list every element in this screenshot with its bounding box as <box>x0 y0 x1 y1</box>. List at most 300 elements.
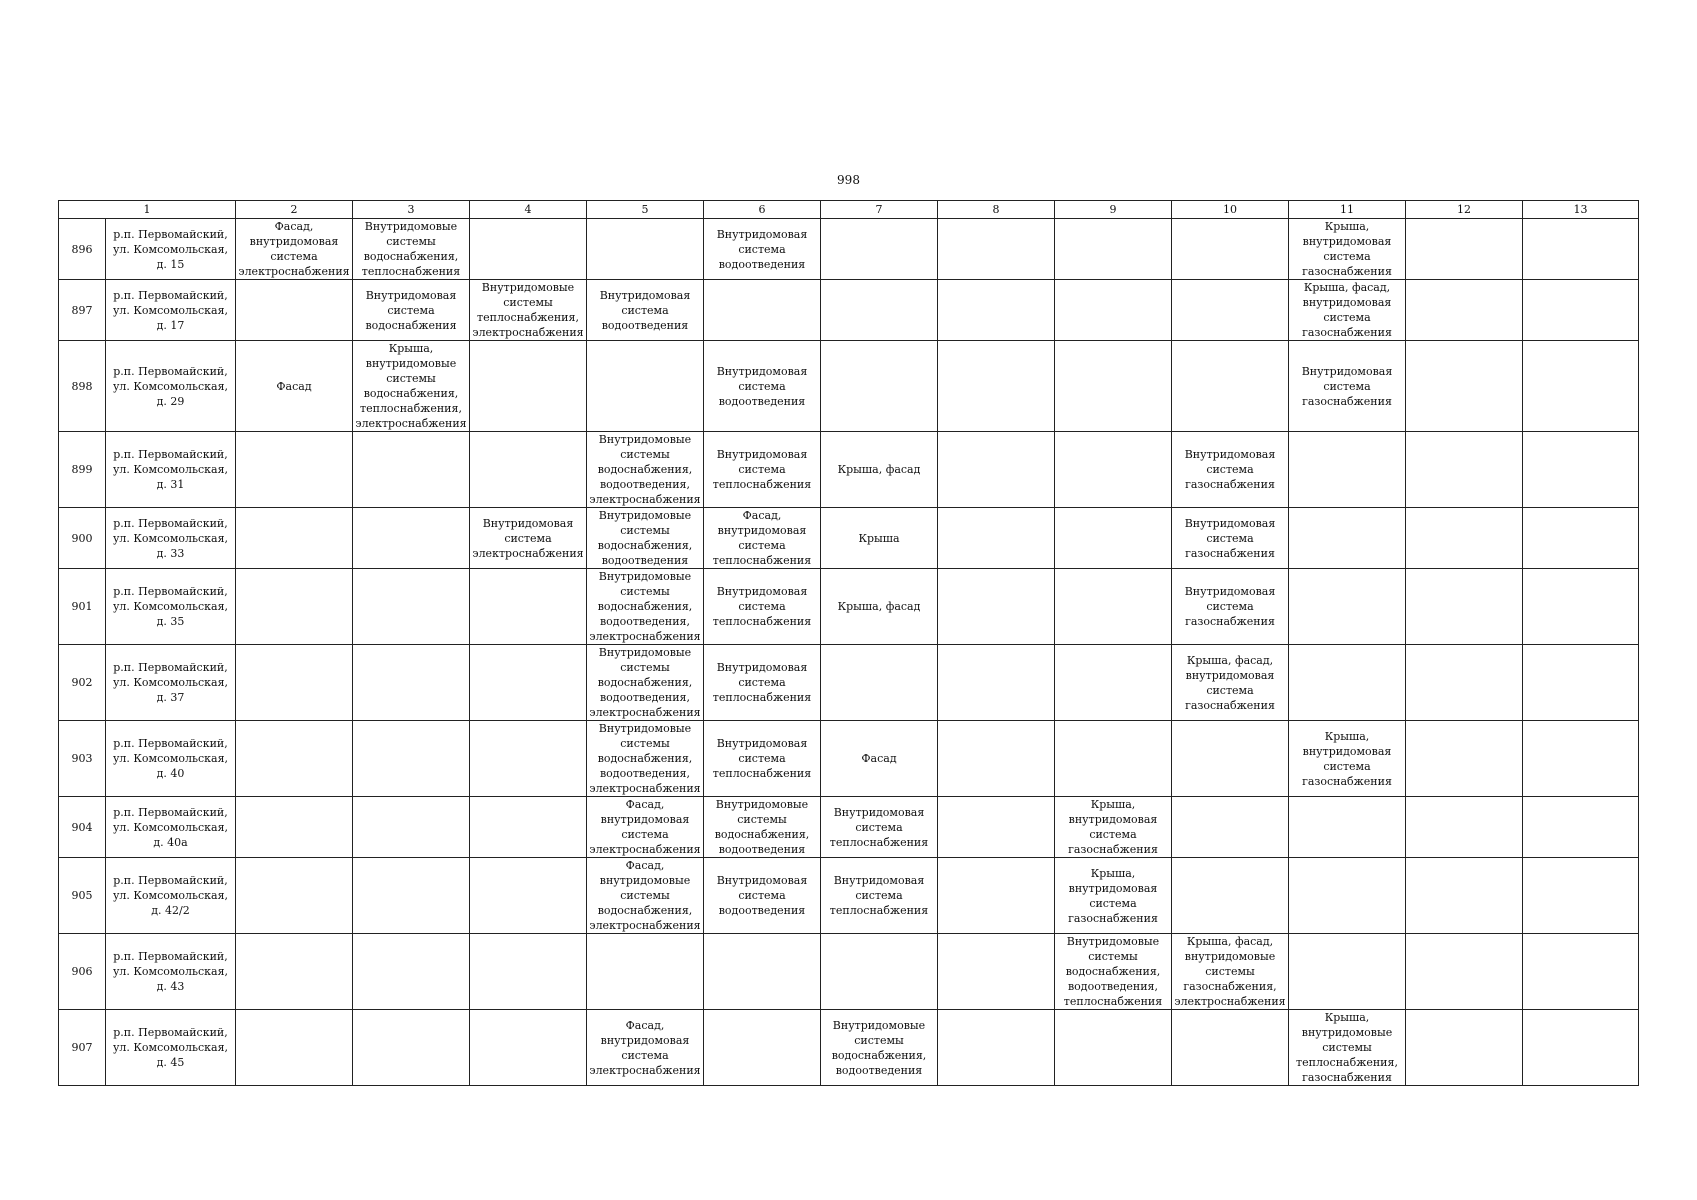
work-cell-col-10 <box>1172 797 1289 858</box>
work-cell-col-2 <box>236 645 353 721</box>
work-cell-col-11 <box>1289 645 1406 721</box>
work-cell-col-7 <box>821 934 938 1010</box>
work-cell-col-11 <box>1289 797 1406 858</box>
work-line: электроснабжения <box>589 630 701 643</box>
work-cell-col-7 <box>821 432 938 508</box>
work-cell-col-8 <box>938 280 1055 341</box>
work-cell-col-2 <box>236 219 353 280</box>
address-cell <box>106 934 236 1010</box>
work-cell-col-5 <box>587 858 704 934</box>
address-line: ул. Комсомольская, <box>112 752 229 765</box>
work-cell-col-10 <box>1172 508 1289 569</box>
work-cell-col-7 <box>821 645 938 721</box>
address-cell <box>106 219 236 280</box>
work-cell-col-7 <box>821 797 938 858</box>
work-cell-col-6 <box>704 797 821 858</box>
address-line: д. 35 <box>156 615 185 628</box>
work-line: теплоснабжения <box>712 554 812 567</box>
row-number: 901 <box>59 569 106 645</box>
work-cell-col-7 <box>821 569 938 645</box>
work-cell-col-11 <box>1289 508 1406 569</box>
work-cell-col-3 <box>353 934 470 1010</box>
work-line: Внутридомовая <box>833 874 925 887</box>
work-line: газоснабжения <box>1302 326 1392 339</box>
work-line: Крыша, <box>388 342 434 355</box>
work-line: внутридомовые <box>365 357 457 370</box>
work-line: водоснабжения, <box>363 250 459 263</box>
address-line: ул. Комсомольская, <box>112 379 229 393</box>
row-number: 896 <box>59 219 106 280</box>
work-line: Внутридомовые <box>832 1018 926 1032</box>
table-row <box>59 432 1639 508</box>
work-line: Крыша, фасад, <box>1303 281 1391 294</box>
work-cell-col-7 <box>821 721 938 797</box>
work-line: Внутридомовая <box>1184 448 1276 461</box>
work-line: внутридомовые <box>599 874 691 887</box>
work-cell-col-2 <box>236 432 353 508</box>
work-line: Крыша, фасад, <box>1186 653 1274 667</box>
work-line: Внутридомовая <box>1184 585 1276 598</box>
work-cell-col-2 <box>236 721 353 797</box>
work-line: внутридомовая <box>249 235 339 248</box>
work-cell-col-6 <box>704 721 821 797</box>
work-cell-col-5 <box>587 508 704 569</box>
work-line: Внутридомовые <box>364 220 458 233</box>
work-line: теплоснабжения, <box>360 402 462 415</box>
work-line: система <box>387 303 435 317</box>
table-row <box>59 569 1639 645</box>
work-line: система <box>1089 896 1137 910</box>
work-line: Крыша, фасад <box>837 463 921 476</box>
work-line: система <box>1206 463 1254 476</box>
column-header-5: 5 <box>587 201 704 219</box>
address-line: р.п. Первомайский, <box>113 950 228 963</box>
work-cell-col-3 <box>353 721 470 797</box>
work-line: система <box>1323 250 1371 263</box>
work-cell-col-2 <box>236 341 353 432</box>
work-cell-col-13 <box>1523 508 1639 569</box>
work-line: Фасад, <box>625 859 665 872</box>
address-line: д. 15 <box>156 257 185 271</box>
work-cell-col-12 <box>1406 341 1523 432</box>
work-line: система <box>1323 759 1371 773</box>
work-cell-col-11 <box>1289 219 1406 280</box>
work-line: Внутридомовые <box>1066 935 1160 948</box>
address-line: д. 40 <box>156 767 185 780</box>
work-line: электроснабжения <box>355 417 467 430</box>
work-cell-col-8 <box>938 219 1055 280</box>
work-line: теплоснабжения <box>829 904 929 917</box>
work-line: теплоснабжения <box>712 478 812 491</box>
work-cell-col-2 <box>236 797 353 858</box>
address-line: р.п. Первомайский, <box>113 516 228 530</box>
column-header-2: 2 <box>236 201 353 219</box>
work-line: газоснабжения <box>1068 911 1158 925</box>
address-cell <box>106 569 236 645</box>
work-line: водоснабжения, <box>597 539 693 552</box>
work-cell-col-10 <box>1172 645 1289 721</box>
address-line: р.п. Первомайский, <box>113 805 228 819</box>
work-cell-col-12 <box>1406 280 1523 341</box>
work-cell-col-5 <box>587 721 704 797</box>
work-line: газоснабжения <box>1185 615 1275 628</box>
work-line: водоотведения <box>718 257 806 271</box>
table-header <box>59 201 1639 219</box>
work-line: Внутридомовые <box>598 570 692 583</box>
work-line: Внутридомовые <box>481 281 575 294</box>
table-row <box>59 797 1639 858</box>
work-line: водоснабжения, <box>714 828 810 841</box>
address-line: р.п. Первомайский, <box>113 448 228 461</box>
work-line: Фасад <box>276 379 312 393</box>
work-cell-col-3 <box>353 645 470 721</box>
work-line: Крыша, <box>1090 798 1136 811</box>
work-cell-col-13 <box>1523 280 1639 341</box>
work-cell-col-8 <box>938 721 1055 797</box>
work-cell-col-12 <box>1406 645 1523 721</box>
work-line: электроснабжения <box>1174 995 1286 1008</box>
work-cell-col-10 <box>1172 569 1289 645</box>
work-line: Крыша <box>858 531 900 545</box>
column-header-1: 1 <box>59 201 236 219</box>
work-cell-col-2 <box>236 280 353 341</box>
address-line: р.п. Первомайский, <box>113 288 228 302</box>
work-line: Внутридомовые <box>598 722 692 735</box>
work-line: система <box>738 752 786 765</box>
work-line: система <box>1323 379 1371 393</box>
work-line: Внутридомовая <box>833 805 925 819</box>
work-cell-col-7 <box>821 341 938 432</box>
work-cell-col-2 <box>236 1010 353 1086</box>
work-cell-col-4 <box>470 645 587 721</box>
work-cell-col-10 <box>1172 934 1289 1010</box>
work-cell-col-13 <box>1523 934 1639 1010</box>
work-cell-col-11 <box>1289 341 1406 432</box>
work-line: системы <box>620 661 670 674</box>
work-line: водоотведения, <box>599 691 690 704</box>
work-line: система <box>1206 600 1254 613</box>
work-line: система <box>738 889 786 902</box>
work-line: системы <box>1088 950 1138 963</box>
work-cell-col-11 <box>1289 569 1406 645</box>
address-line: ул. Комсомольская, <box>112 303 229 317</box>
work-cell-col-4 <box>470 508 587 569</box>
work-cell-col-5 <box>587 934 704 1010</box>
work-cell-col-13 <box>1523 721 1639 797</box>
work-cell-col-8 <box>938 508 1055 569</box>
work-line: газоснабжения <box>1302 265 1392 278</box>
work-cell-col-3 <box>353 280 470 341</box>
work-cell-col-11 <box>1289 432 1406 508</box>
work-line: внутридомовая <box>1068 881 1158 895</box>
work-line: электроснабжения <box>472 326 584 339</box>
table-row <box>59 341 1639 432</box>
table-body <box>59 219 1639 1086</box>
work-cell-col-13 <box>1523 1010 1639 1086</box>
address-cell <box>106 280 236 341</box>
work-line: водоотведения <box>601 318 689 332</box>
work-line: электроснабжения <box>589 782 701 795</box>
row-number: 903 <box>59 721 106 797</box>
address-cell <box>106 858 236 934</box>
column-header-3: 3 <box>353 201 470 219</box>
address-line: ул. Комсомольская, <box>112 676 229 689</box>
work-line: Фасад <box>861 752 897 765</box>
table-row <box>59 280 1639 341</box>
work-cell-col-13 <box>1523 797 1639 858</box>
table-row <box>59 219 1639 280</box>
row-number: 899 <box>59 432 106 508</box>
work-cell-col-13 <box>1523 569 1639 645</box>
work-line: водоотведения, <box>599 767 690 780</box>
work-cell-col-3 <box>353 1010 470 1086</box>
work-line: системы <box>737 813 787 826</box>
work-line: водоотведения <box>718 904 806 917</box>
address-line: д. 29 <box>156 394 185 408</box>
work-line: внутридомовая <box>1302 296 1392 309</box>
work-cell-col-10 <box>1172 1010 1289 1086</box>
work-line: система <box>1089 828 1137 841</box>
page-number: 998 <box>837 173 860 187</box>
work-cell-col-6 <box>704 1010 821 1086</box>
work-line: Фасад, <box>274 220 314 233</box>
work-cell-col-11 <box>1289 858 1406 934</box>
work-cell-col-5 <box>587 219 704 280</box>
work-line: водоотведения <box>718 843 806 856</box>
work-cell-col-4 <box>470 569 587 645</box>
work-line: системы <box>386 372 436 385</box>
work-line: система <box>738 242 786 256</box>
work-cell-col-10 <box>1172 721 1289 797</box>
table-row <box>59 934 1639 1010</box>
work-cell-col-6 <box>704 219 821 280</box>
column-header-6: 6 <box>704 201 821 219</box>
work-line: система <box>621 828 669 841</box>
work-line: системы <box>620 524 670 537</box>
address-line: ул. Комсомольская, <box>112 531 229 545</box>
work-line: система <box>621 1048 669 1062</box>
work-line: Фасад, <box>625 1018 665 1032</box>
work-cell-col-13 <box>1523 219 1639 280</box>
column-header-11: 11 <box>1289 201 1406 219</box>
work-cell-col-6 <box>704 341 821 432</box>
work-line: Внутридомовая <box>716 585 808 598</box>
work-cell-col-8 <box>938 645 1055 721</box>
address-line: ул. Комсомольская, <box>112 242 229 256</box>
work-line: Внутридомовые <box>598 509 692 522</box>
work-line: электроснабжения <box>472 546 584 560</box>
work-cell-col-8 <box>938 934 1055 1010</box>
work-line: Внутридомовая <box>716 364 808 378</box>
address-line: д. 42/2 <box>151 904 190 917</box>
work-line: системы <box>620 737 670 750</box>
work-line: системы <box>1205 965 1255 978</box>
address-line: д. 37 <box>156 691 185 704</box>
work-cell-col-6 <box>704 858 821 934</box>
work-cell-col-8 <box>938 569 1055 645</box>
work-cell-col-9 <box>1055 432 1172 508</box>
work-line: Внутридомовая <box>365 288 457 302</box>
work-line: Крыша, <box>1324 1011 1370 1024</box>
work-cell-col-9 <box>1055 934 1172 1010</box>
address-line: р.п. Первомайский, <box>113 227 228 241</box>
work-cell-col-4 <box>470 721 587 797</box>
work-cell-col-12 <box>1406 797 1523 858</box>
address-line: ул. Комсомольская, <box>112 463 229 476</box>
work-line: газоснабжения <box>1302 774 1392 788</box>
work-line: Крыша, фасад, <box>1186 935 1274 948</box>
work-line: Внутридомовая <box>1184 516 1276 530</box>
work-line: водоотведения, <box>1067 980 1158 993</box>
column-header-8: 8 <box>938 201 1055 219</box>
work-cell-col-9 <box>1055 797 1172 858</box>
work-line: водоснабжения, <box>363 387 459 400</box>
work-line: газоснабжения <box>1068 843 1158 856</box>
column-header-12: 12 <box>1406 201 1523 219</box>
work-line: Внутридомовая <box>1301 364 1393 378</box>
work-cell-col-9 <box>1055 508 1172 569</box>
work-cell-col-4 <box>470 280 587 341</box>
work-cell-col-9 <box>1055 569 1172 645</box>
work-line: электроснабжения <box>589 493 701 506</box>
repair-schedule-table <box>58 200 1639 1086</box>
work-cell-col-5 <box>587 1010 704 1086</box>
work-cell-col-3 <box>353 219 470 280</box>
work-line: внутридомовые <box>1301 1026 1393 1039</box>
work-cell-col-10 <box>1172 432 1289 508</box>
work-line: системы <box>386 235 436 248</box>
table-row <box>59 508 1639 569</box>
work-line: система <box>738 379 786 393</box>
address-cell <box>106 645 236 721</box>
work-line: внутридомовые <box>1184 950 1276 963</box>
work-line: Крыша, фасад <box>837 600 921 613</box>
work-line: водоотведения <box>835 1063 923 1077</box>
work-line: газоснабжения <box>1302 394 1392 408</box>
work-cell-col-9 <box>1055 721 1172 797</box>
work-line: теплоснабжения, <box>1296 1056 1398 1069</box>
work-cell-col-6 <box>704 432 821 508</box>
work-cell-col-7 <box>821 219 938 280</box>
work-line: система <box>1323 311 1371 324</box>
work-cell-col-4 <box>470 341 587 432</box>
work-line: система <box>621 303 669 317</box>
work-line: система <box>738 600 786 613</box>
work-cell-col-11 <box>1289 721 1406 797</box>
work-line: системы <box>854 1033 904 1047</box>
work-cell-col-4 <box>470 219 587 280</box>
work-line: теплоснабжения <box>712 767 812 780</box>
address-cell <box>106 341 236 432</box>
work-cell-col-5 <box>587 645 704 721</box>
row-number: 905 <box>59 858 106 934</box>
work-line: Фасад, <box>625 798 665 811</box>
work-cell-col-4 <box>470 432 587 508</box>
address-line: р.п. Первомайский, <box>113 661 228 674</box>
work-cell-col-7 <box>821 1010 938 1086</box>
row-number: 904 <box>59 797 106 858</box>
work-cell-col-3 <box>353 432 470 508</box>
work-cell-col-12 <box>1406 432 1523 508</box>
work-line: Фасад, <box>742 509 782 522</box>
address-line: д. 33 <box>156 546 185 560</box>
address-line: д. 40а <box>153 835 188 849</box>
work-cell-col-8 <box>938 341 1055 432</box>
work-cell-col-9 <box>1055 645 1172 721</box>
work-line: система <box>738 676 786 689</box>
work-cell-col-5 <box>587 341 704 432</box>
row-number: 906 <box>59 934 106 1010</box>
work-cell-col-13 <box>1523 858 1639 934</box>
work-cell-col-5 <box>587 432 704 508</box>
work-cell-col-9 <box>1055 341 1172 432</box>
table-row <box>59 1010 1639 1086</box>
work-cell-col-8 <box>938 432 1055 508</box>
work-line: водоснабжения, <box>831 1048 927 1062</box>
column-header-9: 9 <box>1055 201 1172 219</box>
work-cell-col-8 <box>938 1010 1055 1086</box>
work-line: теплоснабжения <box>361 265 461 278</box>
address-line: р.п. Первомайский, <box>113 585 228 598</box>
work-cell-col-5 <box>587 280 704 341</box>
column-header-7: 7 <box>821 201 938 219</box>
work-cell-col-7 <box>821 508 938 569</box>
column-header-10: 10 <box>1172 201 1289 219</box>
work-line: водоотведения <box>718 394 806 408</box>
work-line: внутридомовая <box>1302 744 1392 758</box>
work-line: водоотведения <box>601 554 689 567</box>
work-cell-col-7 <box>821 280 938 341</box>
work-line: системы <box>620 448 670 461</box>
work-cell-col-12 <box>1406 721 1523 797</box>
work-cell-col-13 <box>1523 432 1639 508</box>
work-line: теплоснабжения <box>1063 995 1163 1008</box>
work-line: система <box>504 531 552 545</box>
work-cell-col-10 <box>1172 858 1289 934</box>
work-line: водоотведения, <box>599 478 690 491</box>
work-line: Крыша, <box>1324 220 1370 233</box>
work-line: водоснабжения, <box>597 904 693 917</box>
work-cell-col-2 <box>236 508 353 569</box>
work-cell-col-4 <box>470 797 587 858</box>
address-line: р.п. Первомайский, <box>113 1026 228 1039</box>
work-line: Крыша, <box>1090 866 1136 880</box>
work-cell-col-3 <box>353 341 470 432</box>
address-line: р.п. Первомайский, <box>113 737 228 750</box>
address-cell <box>106 721 236 797</box>
row-number: 898 <box>59 341 106 432</box>
address-line: ул. Комсомольская, <box>112 820 229 834</box>
work-line: внутридомовая <box>1302 235 1392 248</box>
work-cell-col-10 <box>1172 219 1289 280</box>
address-line: д. 31 <box>156 478 185 491</box>
work-cell-col-2 <box>236 934 353 1010</box>
work-cell-col-5 <box>587 797 704 858</box>
work-line: водоснабжения, <box>597 463 693 476</box>
work-cell-col-4 <box>470 934 587 1010</box>
work-line: система <box>738 539 786 552</box>
work-line: Внутридомовые <box>598 646 692 659</box>
work-line: Внутридомовые <box>715 798 809 811</box>
work-cell-col-5 <box>587 569 704 645</box>
work-cell-col-3 <box>353 797 470 858</box>
address-line: ул. Комсомольская, <box>112 1041 229 1054</box>
work-line: теплоснабжения <box>712 615 812 628</box>
work-line: водоснабжения, <box>597 676 693 689</box>
work-line: газоснабжения <box>1302 1071 1392 1084</box>
work-line: система <box>1206 531 1254 545</box>
work-cell-col-6 <box>704 569 821 645</box>
